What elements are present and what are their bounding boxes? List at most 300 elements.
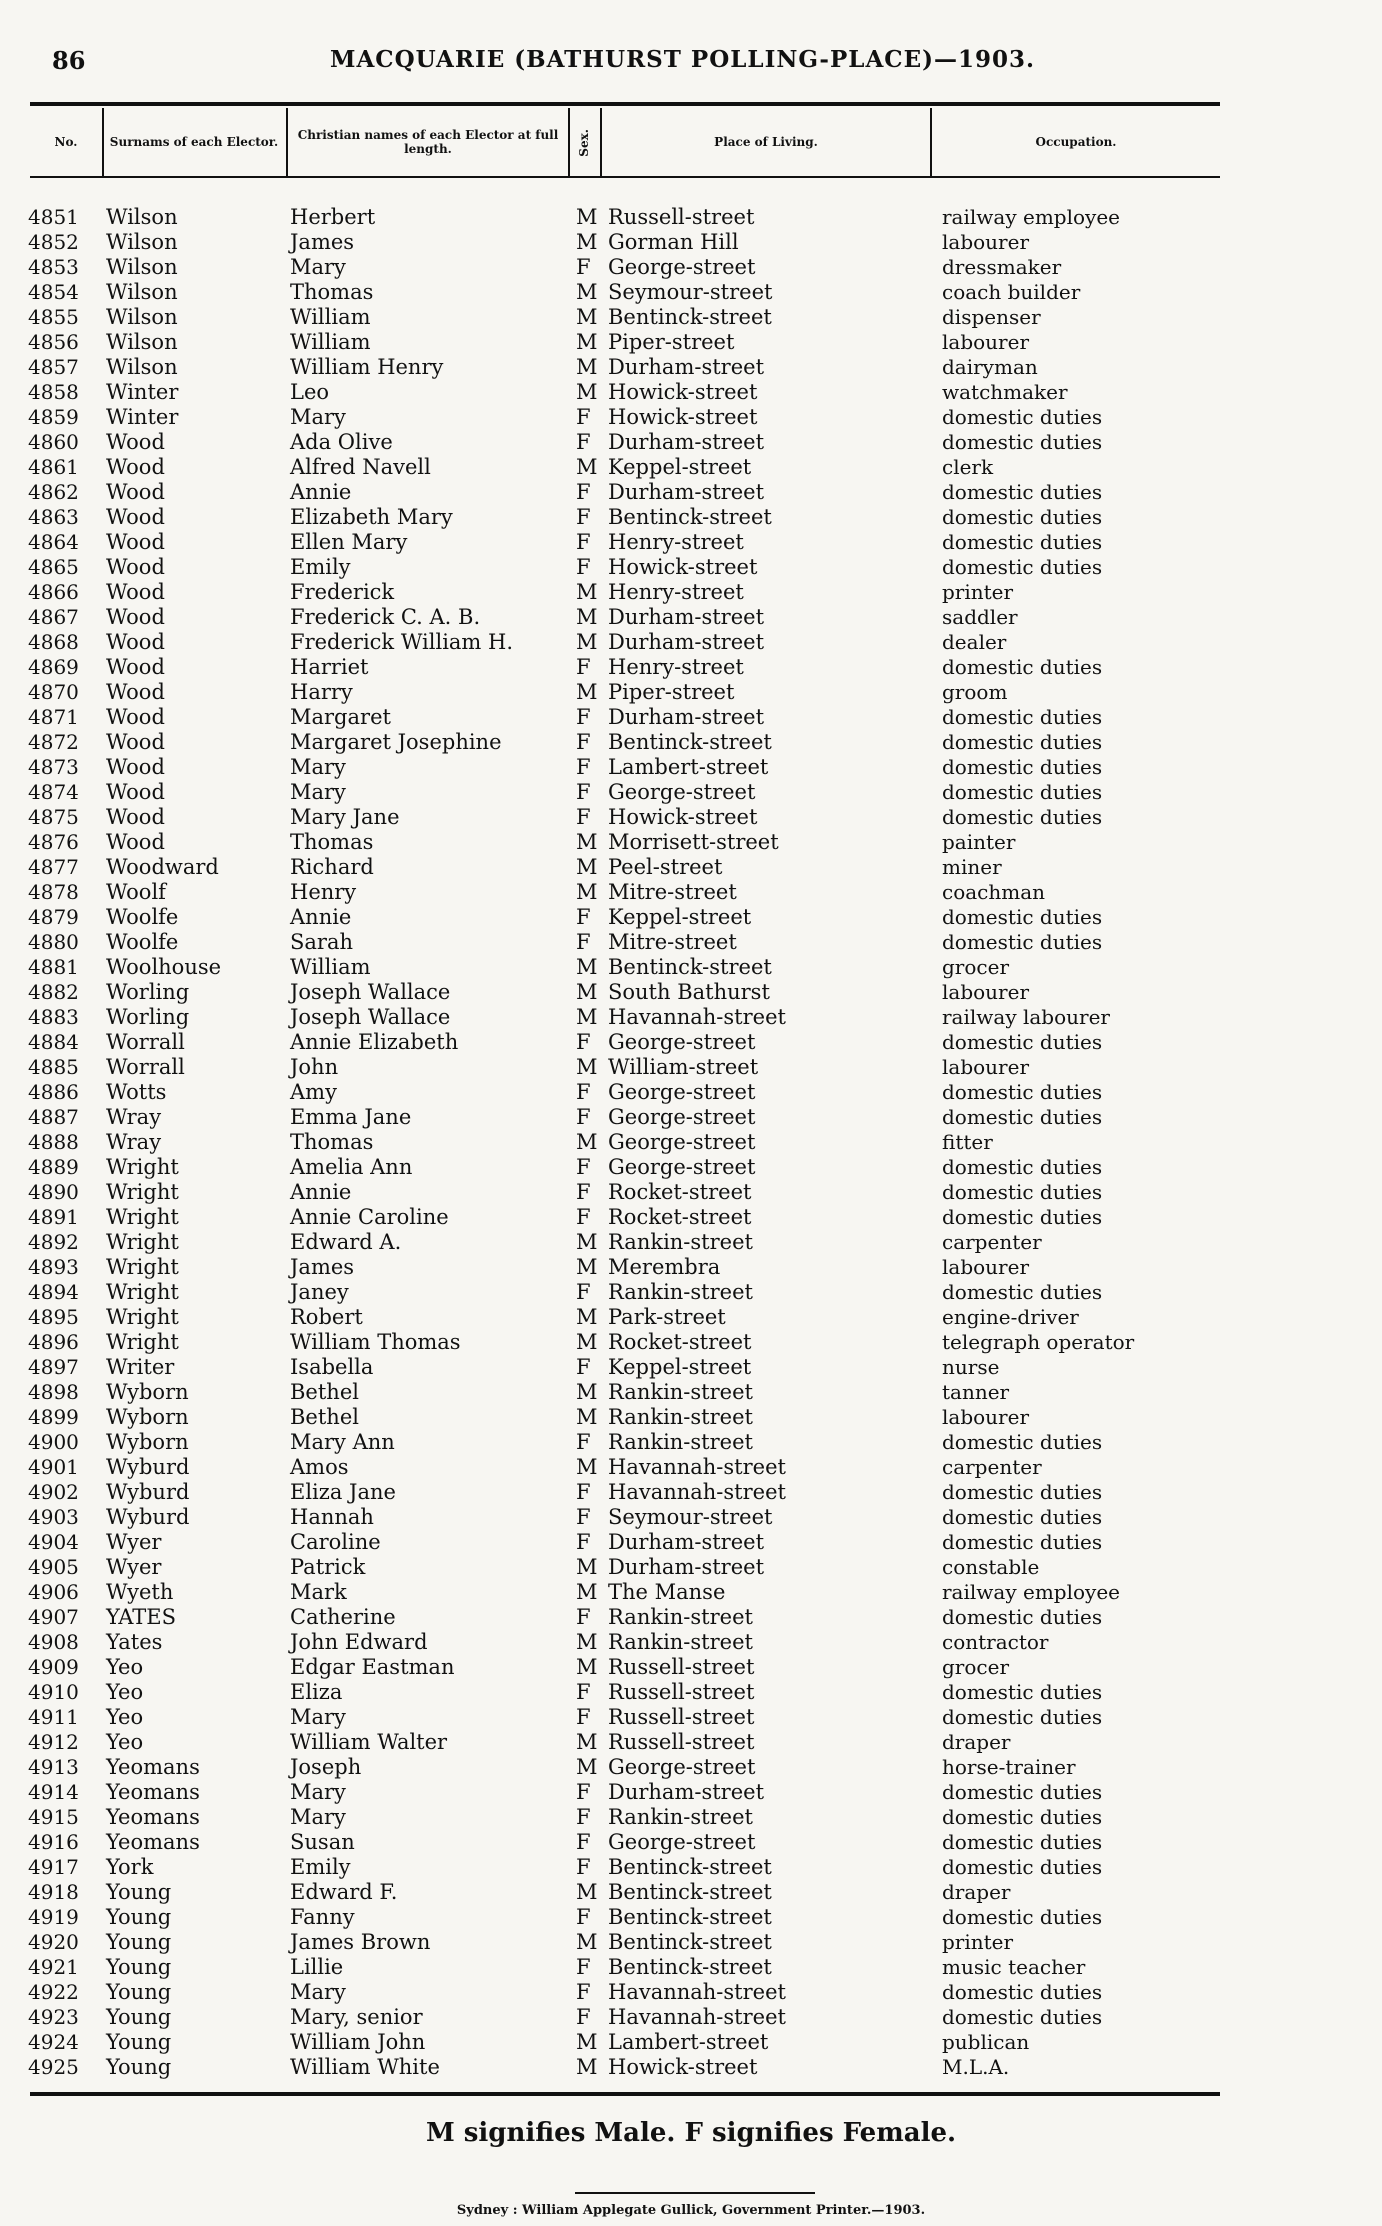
elector-occupation: painter [942,830,1016,854]
elector-christian-names: Joseph Wallace [290,980,451,1004]
elector-number: 4897 [28,1355,79,1379]
elector-christian-names: Annie [290,1180,352,1204]
elector-occupation: nurse [942,1355,1000,1379]
elector-occupation: domestic duties [942,555,1103,579]
table-row [0,1880,1382,1905]
elector-occupation: domestic duties [942,1605,1103,1629]
table-row [0,1580,1382,1605]
elector-place-of-living: Peel-street [608,855,723,879]
elector-number: 4896 [28,1330,79,1354]
elector-place-of-living: Durham-street [608,480,765,504]
elector-number: 4921 [28,1955,79,1979]
elector-surname: Young [106,2055,172,2079]
elector-sex: F [576,905,591,929]
elector-surname: Wray [106,1105,162,1129]
elector-christian-names: Ada Olive [290,430,393,454]
elector-surname: Wood [106,555,165,579]
elector-place-of-living: Durham-street [608,605,765,629]
elector-sex: M [576,1330,598,1354]
elector-place-of-living: Russell-street [608,1680,755,1704]
elector-number: 4891 [28,1205,79,1229]
elector-occupation: domestic duties [942,1105,1103,1129]
elector-surname: Wyburd [106,1455,190,1479]
elector-surname: Wright [106,1230,179,1254]
elector-occupation: domestic duties [942,1680,1103,1704]
table-row [0,955,1382,980]
elector-surname: Wyborn [106,1405,189,1429]
elector-surname: Woolhouse [106,955,222,979]
elector-occupation: grocer [942,955,1010,979]
header-bottom-rule [30,176,1220,178]
elector-place-of-living: Lambert-street [608,755,769,779]
table-row [0,830,1382,855]
elector-place-of-living: Bentinck-street [608,505,772,529]
elector-sex: M [576,1380,598,1404]
elector-sex: F [576,1855,591,1879]
elector-number: 4903 [28,1505,79,1529]
table-row [0,1905,1382,1930]
elector-place-of-living: Havannah-street [608,1455,786,1479]
elector-sex: M [576,680,598,704]
elector-sex: M [576,230,598,254]
elector-sex: F [576,1830,591,1854]
elector-occupation: dressmaker [942,255,1062,279]
elector-occupation: labourer [942,1255,1030,1279]
elector-christian-names: William Thomas [290,1330,461,1354]
elector-occupation: domestic duties [942,405,1103,429]
elector-place-of-living: George-street [608,1830,756,1854]
elector-occupation: engine-driver [942,1305,1079,1329]
elector-surname: Young [106,1880,172,1904]
elector-surname: Wood [106,455,165,479]
elector-christian-names: Ellen Mary [290,530,408,554]
elector-christian-names: William Henry [290,355,444,379]
table-row [0,805,1382,830]
elector-surname: Yeo [106,1655,144,1679]
page-number: 86 [52,46,86,75]
elector-number: 4855 [28,305,79,329]
elector-occupation: music teacher [942,1955,1086,1979]
elector-surname: Wilson [106,230,178,254]
table-row [0,1080,1382,1105]
elector-surname: Wood [106,430,165,454]
elector-sex: F [576,1155,591,1179]
table-row [0,405,1382,430]
elector-surname: Yeomans [106,1805,200,1829]
elector-place-of-living: Havannah-street [608,1005,786,1029]
elector-occupation: domestic duties [942,2005,1103,2029]
elector-sex: M [576,1580,598,1604]
elector-number: 4919 [28,1905,79,1929]
elector-number: 4894 [28,1280,79,1304]
elector-number: 4865 [28,555,79,579]
elector-surname: Wood [106,780,165,804]
elector-christian-names: Robert [290,1305,363,1329]
elector-occupation: domestic duties [942,805,1103,829]
elector-surname: Woolfe [106,905,179,929]
elector-place-of-living: Havannah-street [608,1980,786,2004]
elector-christian-names: Patrick [290,1555,366,1579]
elector-occupation: domestic duties [942,705,1103,729]
elector-sex: F [576,655,591,679]
elector-sex: F [576,1980,591,2004]
elector-surname: Wood [106,630,165,654]
elector-number: 4853 [28,255,79,279]
elector-surname: Wright [106,1305,179,1329]
elector-number: 4882 [28,980,79,1004]
elector-sex: F [576,2005,591,2029]
elector-christian-names: Edgar Eastman [290,1655,455,1679]
table-row [0,255,1382,280]
elector-number: 4864 [28,530,79,554]
elector-surname: Wilson [106,305,178,329]
elector-number: 4915 [28,1805,79,1829]
elector-surname: Young [106,1930,172,1954]
elector-surname: Woolf [106,880,166,904]
elector-place-of-living: George-street [608,1155,756,1179]
elector-occupation: domestic duties [942,1530,1103,1554]
elector-christian-names: William [290,305,371,329]
elector-surname: Yeo [106,1680,144,1704]
elector-christian-names: Eliza [290,1680,343,1704]
elector-christian-names: Mary [290,780,346,804]
elector-sex: M [576,1555,598,1579]
table-row [0,1855,1382,1880]
elector-number: 4910 [28,1680,79,1704]
table-row [0,1230,1382,1255]
elector-sex: M [576,1930,598,1954]
elector-occupation: watchmaker [942,380,1068,404]
table-row [0,555,1382,580]
elector-surname: Wood [106,830,165,854]
table-row [0,730,1382,755]
elector-occupation: printer [942,1930,1014,1954]
table-row [0,1480,1382,1505]
elector-sex: F [576,730,591,754]
elector-christian-names: Emma Jane [290,1105,412,1129]
elector-number: 4863 [28,505,79,529]
elector-number: 4870 [28,680,79,704]
table-row [0,580,1382,605]
elector-number: 4908 [28,1630,79,1654]
table-row [0,1330,1382,1355]
elector-place-of-living: The Manse [608,1580,726,1604]
elector-place-of-living: Bentinck-street [608,1905,772,1929]
elector-sex: M [576,980,598,1004]
elector-occupation: domestic duties [942,1855,1103,1879]
column-header-occupation: Occupation. [1035,135,1117,150]
elector-occupation: groom [942,680,1008,704]
elector-surname: Worrall [106,1030,185,1054]
elector-christian-names: Fanny [290,1905,355,1929]
elector-sex: F [576,405,591,429]
elector-place-of-living: Rankin-street [608,1405,753,1429]
elector-place-of-living: Howick-street [608,405,758,429]
elector-place-of-living: Bentinck-street [608,1930,772,1954]
elector-occupation: labourer [942,330,1030,354]
table-row [0,1980,1382,2005]
elector-occupation: railway employee [942,205,1120,229]
elector-occupation: draper [942,1880,1011,1904]
elector-christian-names: Amelia Ann [290,1155,413,1179]
elector-sex: F [576,1280,591,1304]
elector-number: 4904 [28,1530,79,1554]
elector-occupation: carpenter [942,1230,1042,1254]
elector-sex: F [576,430,591,454]
table-row [0,305,1382,330]
table-row [0,1605,1382,1630]
elector-occupation: domestic duties [942,1155,1103,1179]
elector-place-of-living: Rocket-street [608,1330,752,1354]
elector-christian-names: Richard [290,855,374,879]
elector-number: 4879 [28,905,79,929]
elector-place-of-living: Piper-street [608,680,735,704]
elector-christian-names: Caroline [290,1530,381,1554]
table-row [0,1280,1382,1305]
table-row [0,380,1382,405]
elector-sex: M [576,1880,598,1904]
elector-surname: Wilson [106,205,178,229]
elector-christian-names: John Edward [290,1630,428,1654]
elector-place-of-living: Henry-street [608,530,744,554]
table-row [0,980,1382,1005]
elector-christian-names: Mary [290,1705,346,1729]
elector-occupation: domestic duties [942,1430,1103,1454]
elector-number: 4856 [28,330,79,354]
table-row [0,430,1382,455]
elector-sex: M [576,1255,598,1279]
elector-number: 4924 [28,2030,79,2054]
elector-sex: M [576,1305,598,1329]
elector-surname: Yeomans [106,1780,200,1804]
elector-sex: F [576,780,591,804]
elector-christian-names: Mary [290,405,346,429]
table-row [0,280,1382,305]
elector-surname: Wright [106,1155,179,1179]
elector-occupation: domestic duties [942,1280,1103,1304]
elector-place-of-living: Mitre-street [608,930,737,954]
elector-place-of-living: Keppel-street [608,905,752,929]
elector-christian-names: Eliza Jane [290,1480,396,1504]
table-row [0,755,1382,780]
elector-occupation: domestic duties [942,1480,1103,1504]
table-row [0,1655,1382,1680]
table-row [0,1830,1382,1855]
elector-sex: F [576,1530,591,1554]
elector-surname: Wilson [106,255,178,279]
elector-occupation: domestic duties [942,1080,1103,1104]
elector-place-of-living: Rankin-street [608,1430,753,1454]
elector-number: 4909 [28,1655,79,1679]
elector-occupation: printer [942,580,1014,604]
elector-surname: Yeomans [106,1755,200,1779]
elector-occupation: coachman [942,880,1046,904]
elector-christian-names: Annie Caroline [290,1205,449,1229]
elector-christian-names: William Walter [290,1730,448,1754]
elector-occupation: domestic duties [942,1030,1103,1054]
elector-sex: M [576,1405,598,1429]
elector-christian-names: Leo [290,380,330,404]
table-row [0,2005,1382,2030]
elector-surname: Wright [106,1255,179,1279]
elector-christian-names: Mary Ann [290,1430,395,1454]
elector-place-of-living: George-street [608,1105,756,1129]
elector-place-of-living: Henry-street [608,655,744,679]
table-row [0,905,1382,930]
elector-surname: Yeo [106,1730,144,1754]
elector-sex: F [576,505,591,529]
elector-surname: Wright [106,1330,179,1354]
elector-occupation: domestic duties [942,1780,1103,1804]
elector-place-of-living: Keppel-street [608,455,752,479]
elector-place-of-living: Henry-street [608,580,744,604]
elector-sex: M [576,1655,598,1679]
elector-number: 4911 [28,1705,79,1729]
elector-number: 4883 [28,1005,79,1029]
elector-number: 4860 [28,430,79,454]
table-row [0,1505,1382,1530]
elector-christian-names: Alfred Navell [290,455,431,479]
elector-number: 4900 [28,1430,79,1454]
elector-number: 4873 [28,755,79,779]
elector-sex: F [576,1705,591,1729]
table-row [0,530,1382,555]
table-row [0,1930,1382,1955]
elector-place-of-living: George-street [608,1130,756,1154]
elector-christian-names: Mary Jane [290,805,400,829]
elector-place-of-living: Russell-street [608,1730,755,1754]
table-row [0,480,1382,505]
elector-number: 4874 [28,780,79,804]
elector-occupation: clerk [942,455,994,479]
elector-surname: York [106,1855,154,1879]
elector-occupation: domestic duties [942,1805,1103,1829]
elector-number: 4880 [28,930,79,954]
elector-christian-names: James Brown [290,1930,431,1954]
elector-place-of-living: Bentinck-street [608,955,772,979]
elector-surname: Young [106,2005,172,2029]
table-row [0,1405,1382,1430]
elector-christian-names: William White [290,2055,440,2079]
elector-number: 4913 [28,1755,79,1779]
elector-christian-names: Annie [290,905,352,929]
elector-christian-names: Thomas [290,1130,374,1154]
sex-header-label: Sex. [577,129,592,157]
table-row [0,505,1382,530]
table-row [0,1005,1382,1030]
elector-christian-names: James [290,1255,355,1279]
elector-place-of-living: Durham-street [608,1555,765,1579]
table-row [0,2030,1382,2055]
table-row [0,1530,1382,1555]
elector-number: 4862 [28,480,79,504]
elector-occupation: labourer [942,230,1030,254]
elector-sex: M [576,955,598,979]
elector-number: 4899 [28,1405,79,1429]
elector-sex: M [576,830,598,854]
elector-place-of-living: Durham-street [608,1530,765,1554]
elector-surname: Yeomans [106,1830,200,1854]
elector-number: 4890 [28,1180,79,1204]
table-row [0,630,1382,655]
table-row [0,855,1382,880]
elector-surname: Wood [106,505,165,529]
elector-sex: M [576,2030,598,2054]
table-row [0,1055,1382,1080]
elector-place-of-living: Durham-street [608,355,765,379]
elector-christian-names: Margaret Josephine [290,730,502,754]
table-row [0,1430,1382,1455]
elector-surname: Wright [106,1205,179,1229]
elector-surname: Wilson [106,330,178,354]
elector-occupation: contractor [942,1630,1049,1654]
elector-number: 4907 [28,1605,79,1629]
table-row [0,1030,1382,1055]
elector-number: 4917 [28,1855,79,1879]
elector-number: 4878 [28,880,79,904]
elector-occupation: domestic duties [942,1830,1103,1854]
elector-christian-names: Mary [290,1780,346,1804]
elector-sex: F [576,805,591,829]
elector-place-of-living: Seymour-street [608,1505,773,1529]
elector-surname: Wood [106,705,165,729]
elector-occupation: constable [942,1555,1040,1579]
elector-number: 4875 [28,805,79,829]
elector-christian-names: Mary, senior [290,2005,423,2029]
elector-occupation: horse-trainer [942,1755,1076,1779]
footer-rule [575,2192,815,2194]
elector-occupation: dispenser [942,305,1041,329]
elector-number: 4902 [28,1480,79,1504]
elector-surname: Young [106,1905,172,1929]
table-row [0,1130,1382,1155]
table-row [0,1630,1382,1655]
elector-christian-names: Joseph [290,1755,362,1779]
column-header-no: No. [54,135,78,150]
table-row [0,680,1382,705]
page-title: MACQUARIE (BATHURST POLLING-PLACE)—1903. [330,46,1036,73]
table-row [0,880,1382,905]
elector-christian-names: Joseph Wallace [290,1005,451,1029]
elector-number: 4906 [28,1580,79,1604]
elector-place-of-living: Piper-street [608,330,735,354]
elector-place-of-living: Bentinck-street [608,1880,772,1904]
elector-christian-names: Isabella [290,1355,374,1379]
elector-christian-names: Herbert [290,205,376,229]
elector-place-of-living: Howick-street [608,805,758,829]
elector-sex: F [576,1180,591,1204]
elector-number: 4922 [28,1980,79,2004]
elector-christian-names: James [290,230,355,254]
elector-christian-names: William John [290,2030,426,2054]
sex-legend: M signifies Male. F signifies Female. [425,2118,957,2148]
elector-occupation: tanner [942,1380,1010,1404]
elector-christian-names: Amos [290,1455,349,1479]
elector-place-of-living: Rankin-street [608,1805,753,1829]
column-header-christian-names: Christian names of each Elector at full length. [297,128,559,156]
elector-place-of-living: Keppel-street [608,1355,752,1379]
elector-occupation: labourer [942,980,1030,1004]
elector-surname: Wyburd [106,1480,190,1504]
elector-number: 4866 [28,580,79,604]
elector-sex: M [576,1230,598,1254]
elector-christian-names: Edward F. [290,1880,398,1904]
elector-place-of-living: Lambert-street [608,2030,769,2054]
elector-sex: F [576,755,591,779]
table-row [0,2055,1382,2080]
elector-surname: Wood [106,755,165,779]
elector-surname: Worling [106,980,190,1004]
